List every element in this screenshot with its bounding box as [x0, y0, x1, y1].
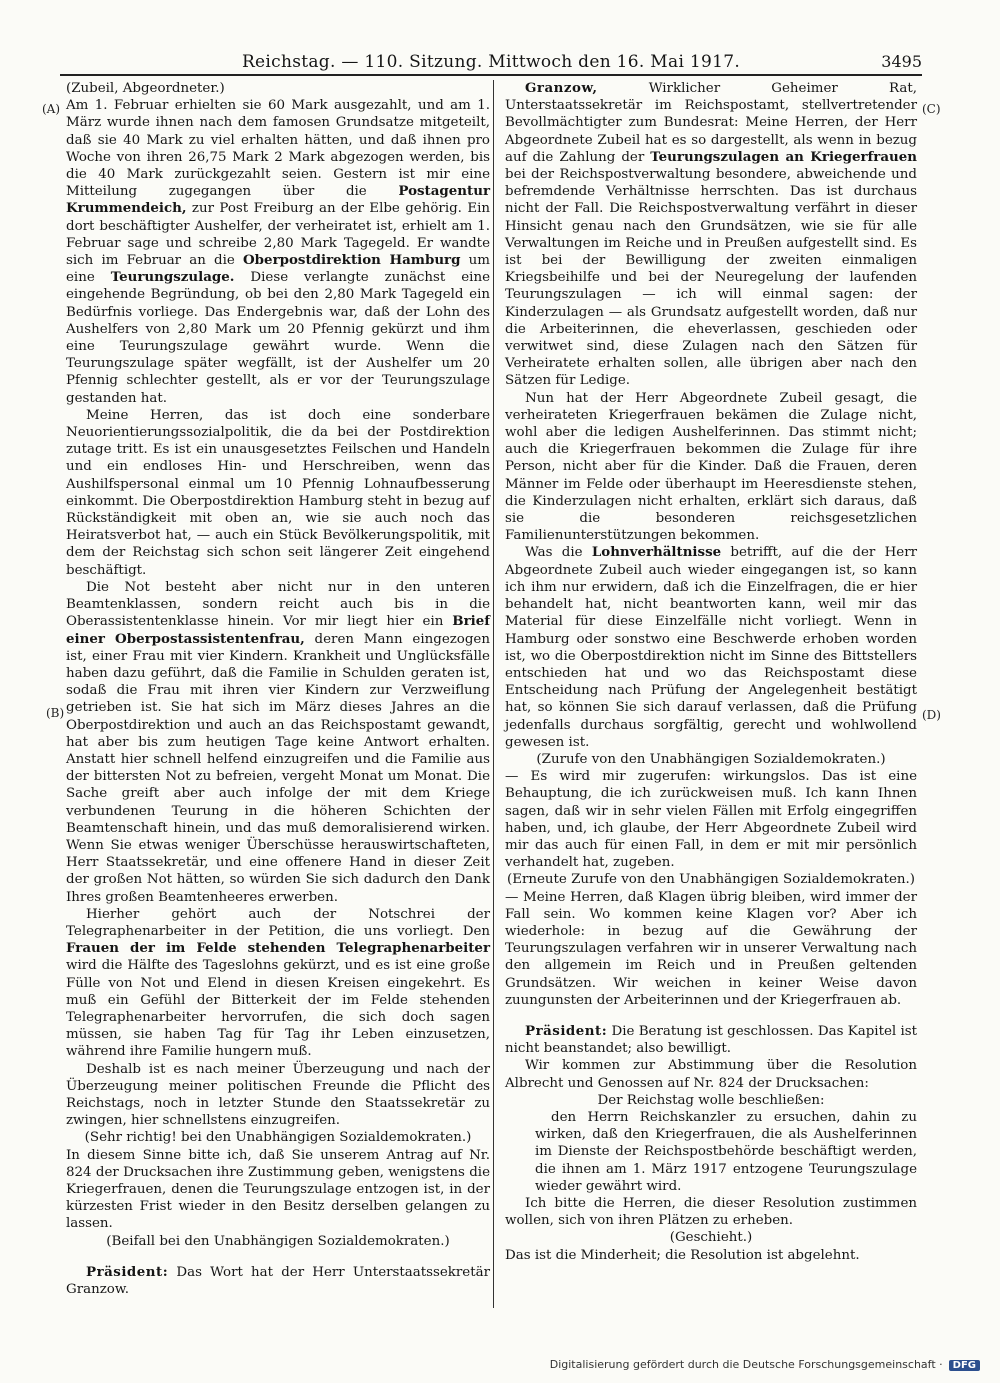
interjection: (Geschieht.)	[669, 1230, 753, 1246]
text-span: Die Beratung ist geschlossen. Das Kapitel ist nicht beanstandet; also bewilligt.	[505, 1023, 917, 1057]
paragraph: Deshalb ist es nach meiner Überzeugung und nach der Überzeugung meiner politischen Freunde die Pflicht des Reichstags, noch in letzter Stunde den Staatssekretär zu zwingen, hier schnellstens einzugreifen.	[66, 1061, 490, 1129]
emphasis: Brief einer Oberpostassistentenfrau,	[66, 613, 490, 647]
speaker-label: Granzow,	[525, 80, 598, 96]
emphasis: Postagentur Krummendeich,	[66, 183, 490, 217]
paragraph: In diesem Sinne bitte ich, daß Sie unserem Antrag auf Nr. 824 der Drucksachen ihre Zustimmung geben, wenigstens die Kriegerfrauen, denen die Teurungszulage entzogen ist, in der kürzesten Frist wieder in den Besitz derselben gelangen zu lassen.	[66, 1147, 490, 1232]
text-span: Diese verlangte zunächst eine eingehende Begründung, ob bei den 2,80 Mark Tagegeld ein Bedürfnis vorliege. Das Endergebnis war, daß der Lohn des Aushelfers von 2,80 Mark um 20 Pfennig gekürzt und ihm eine Teurungszulage gewährt wurde. Wenn die Teurungszulage später wegfällt, ist der Aushelfer um 20 Pfennig schlechter gestellt, als er vor der Teurungszulage gestanden hat.	[66, 270, 490, 406]
right-column	[505, 80, 917, 1264]
text-span: um eine	[66, 253, 490, 286]
interjection: (Sehr richtig! bei den Unabhängigen Sozialdemokraten.)	[84, 1130, 472, 1146]
paragraph: Ich bitte die Herren, die dieser Resolution zustimmen wollen, sich von ihren Plätzen zu erheben.	[505, 1196, 917, 1229]
margin-mark-a: (A)	[42, 102, 61, 116]
paragraph	[66, 579, 490, 906]
column-divider	[493, 80, 494, 1308]
text-span: zur Post Freiburg an der Elbe gehörig. Ein dort beschäftigter Aushelfer, der verheiratet ist, erhielt am 1. Februar sage und schreibe 2,80 Mark Tagegeld. Er wandte sich im Februar an die	[66, 201, 490, 269]
left-column	[66, 80, 490, 1298]
speech-opening	[505, 80, 917, 390]
margin-mark-b: (B)	[46, 706, 65, 720]
interjection: (Erneute Zurufe von den Unabhängigen Sozialdemokraten.)	[506, 872, 916, 888]
text-span: Hierher gehört auch der Notschrei der Telegraphenarbeiter in der Petition, die uns vorliegt. Den	[66, 906, 490, 939]
emphasis: Frauen der im Felde stehenden Telegraphenarbeiter	[66, 940, 490, 957]
emphasis: Teurungszulage.	[110, 269, 235, 286]
paragraph: Wir kommen zur Abstimmung über die Resolution Albrecht und Genossen auf Nr. 824 der Drucksachen:	[505, 1058, 917, 1091]
footer-credit	[550, 1358, 980, 1371]
paragraph	[66, 906, 490, 1061]
speaker-label: Präsident:	[86, 1263, 169, 1280]
paragraph: Das ist die Minderheit; die Resolution ist abgelehnt.	[505, 1247, 860, 1263]
text-span: deren Mann eingezogen ist, einer Frau mit vier Kindern. Krankheit und Unglücksfälle haben dazu geführt, daß die Familie in Schulden geraten ist, sodaß die Frau mit ihren vier Kindern zur Verzweiflung getrieben ist. Sie hat sich im März dieses Jahres an die Oberpostdirektion und auch an das Reichspostamt gewandt, hat aber bis zum heutigen Tage keine Antwort erhalten. Anstatt hier schnell helfend einzugreifen und die Familie aus der bittersten Not zu befreien, vergeht Monat um Monat. Die Sache greift aber auch infolge der mit dem Kriege verbundenen Teurung in die höheren Schichten der Beamtenschaft hinein, und das muß demoralisierend wirken. Wenn Sie etwas weniger Überschüsse herauswirtschafteten, Herr Staatssekretär, und eine offenere Hand in dieser Zeit der großen Not hätten, so würden Sie sich dadurch den Dank Ihres großen Beamtenheeres erwerben.	[66, 631, 490, 905]
speaker-label: Präsident:	[525, 1022, 608, 1039]
text-span: betrifft, auf die der Herr Abgeordnete Zubeil auch wieder eingegangen ist, so kann ich ihm nur erwidern, daß ich die Einzelfragen, die er hier behandelt hat, nicht beantworten kann, weil mir das Material für diese Einzelfälle nicht vorliegt. Wenn in Hamburg oder sonstwo eine Beschwerde erhoben worden ist, wo die Oberpostdirektion nicht im Sinne des Bittstellers entschieden hat und wo das Reichspostamt diese Entscheidung nach Prüfung der Angelegenheit bestätigt hat, so können Sie sich darauf verlassen, daß die Prüfung jedenfalls durchaus sorgfältig, gerecht und wohlwollend gewesen ist.	[505, 545, 917, 750]
interjection: (Beifall bei den Unabhängigen Sozialdemokraten.)	[106, 1233, 450, 1249]
text-span: Am 1. Februar erhielten sie 60 Mark ausgezahlt, und am 1. März wurde ihnen nach dem famosen Grundsatze mitgeteilt, daß sie 40 Mark zu viel erhalten hätten, und daß ihnen pro Woche von ihren 26,75 Mark 2 Mark abgezogen werden, bis die 40 Mark zurückgezahlt seien. Gestern ist mir eine Mitteilung zugegangen über die	[66, 98, 490, 200]
footer-text: Digitalisierung gefördert durch die Deutsche Forschungsgemeinschaft ·	[549, 1358, 943, 1371]
text-span: Wirklicher Geheimer Rat, Unterstaatssekretär im Reichspostamt, stellvertretender Bevollmächtigter zum Bundesrat: Meine Herren, der Herr Abgeordnete Zubeil hat es so dargestellt, als wenn in bezug auf die Zahlung der	[505, 81, 917, 165]
resolution-text: den Herrn Reichskanzler zu ersuchen, dahin zu wirken, daß den Kriegerfrauen, die als Aushelferinnen im Dienste der Reichspostbehörde beschäftigt werden, die ihnen am 1. März 1917 entzogene Teurungszulage wieder gewährt wird.	[535, 1109, 917, 1194]
emphasis: Teurungszulagen an Kriegerfrauen	[650, 148, 917, 165]
page-number: 3495	[881, 52, 922, 71]
paragraph	[505, 544, 917, 750]
text-span: Was die	[525, 545, 592, 561]
text-span: wird die Hälfte des Tageslohns gekürzt, und es ist eine große Fülle von Not und Elend in diesen Kreisen eingekehrt. Es muß ein Gefühl der Bitterkeit der im Felde stehenden Telegraphenarbeiter hervorrufen, die sich doch sagen müssen, sie haben Tag für Tag ihr Leben einzusetzen, während ihre Familie hungern muß.	[66, 958, 490, 1060]
president-statement	[66, 1264, 490, 1298]
paragraph	[66, 97, 490, 407]
paragraph: — Es wird mir zugerufen: wirkungslos. Das ist eine Behauptung, die ich zurückweisen muß. Ich kann Ihnen sagen, daß wir in sehr vielen Fällen mit Erfolg eingegriffen haben, und, ich glaube, der Herr Abgeordnete Zubeil wird mir das auch für einen Fall, in dem er mit mir persönlich verhandelt hat, zugeben.	[505, 769, 917, 871]
president-statement	[505, 1023, 917, 1057]
running-speaker: (Zubeil, Abgeordneter.)	[66, 81, 225, 96]
text-span: Das Wort hat der Herr Unterstaatssekretär Granzow.	[66, 1264, 490, 1298]
page-title: Reichstag. — 110. Sitzung. Mittwoch den 16. Mai 1917.	[241, 52, 741, 72]
resolution-block	[535, 1109, 917, 1195]
dfg-logo: DFG	[949, 1360, 980, 1371]
resolution-intro: Der Reichstag wolle beschließen:	[597, 1092, 825, 1108]
emphasis: Oberpostdirektion Hamburg	[243, 252, 461, 269]
margin-mark-c: (C)	[922, 102, 941, 116]
interjection: (Zurufe von den Unabhängigen Sozialdemokraten.)	[536, 751, 886, 767]
paragraph: — Meine Herren, daß Klagen übrig bleiben, wird immer der Fall sein. Wo kommen keine Klagen vor? Aber ich wiederhole: in bezug auf die Gewährung der Teurungszulagen verfahren wir in unserer Verwaltung nach den allgemein im Reich und in Preußen geltenden Grundsätzen. Wir weichen in keiner Weise davon zuungunsten der Arbeiterinnen und der Kriegerfrauen ab.	[505, 889, 917, 1008]
running-head	[60, 50, 922, 76]
emphasis: Lohnverhältnisse	[591, 544, 722, 561]
paragraph: Meine Herren, das ist doch eine sonderbare Neuorientierungssozialpolitik, die da bei der Postdirektion zutage tritt. Es ist ein unausgesetztes Feilschen und Handeln und ein endloses Hin- und Herschreiben, wenn das Aushilfspersonal einmal um 10 Pfennig Lohnaufbesserung einkommt. Die Oberpostdirektion Hamburg steht in bezug auf Rückständigkeit mit oben an, wie sie auch noch das Heiratsverbot hat, — auch ein Stück Bevölkerungspolitik, mit dem der Reichstag sich schon seit längerer Zeit eingehend beschäftigt.	[66, 407, 490, 578]
text-span: bei der Reichspostverwaltung besondere, abweichende und befremdende Verhältnisse herrschten. Das ist durchaus nicht der Fall. Die Reichspostverwaltung verfährt in dieser Hinsicht genau nach den Grundsätzen, wie sie für alle Verwaltungen im Reiche und in Preußen aufgestellt sind. Es ist bei der Bewilligung der zweiten einmaligen Kriegsbeihilfe und bei der Neuregelung der laufenden Teurungszulagen — ich will einmal sagen: der Kinderzulagen — als Grundsatz aufgestellt worden, daß nur die Arbeiterinnen, die eheverlassen, geschieden oder verwitwet sind, diese Zulagen nach den Sätzen für Verheiratete erhalten sollen, alle übrigen aber nach den Sätzen für Ledige.	[505, 167, 917, 389]
paragraph: Nun hat der Herr Abgeordnete Zubeil gesagt, die verheirateten Kriegerfrauen bekämen die Zulage nicht, wohl aber die ledigen Aushelferinnen. Das stimmt nicht; auch die Kriegerfrauen bekommen die Zulage für ihre Person, nicht aber für die Kinder. Daß die Frauen, deren Männer im Felde oder überhaupt im Heeresdienste stehen, die Kinderzulagen nicht erhalten, erklärt sich daraus, daß sie die besonderen reichsgesetzlichen Familienunterstützungen bekommen.	[505, 390, 917, 544]
text-span: Die Not besteht aber nicht nur in den unteren Beamtenklassen, sondern reicht auch bis in die Oberassistentenklasse hinein. Vor mir liegt hier ein	[66, 579, 490, 630]
margin-mark-d: (D)	[922, 708, 941, 722]
